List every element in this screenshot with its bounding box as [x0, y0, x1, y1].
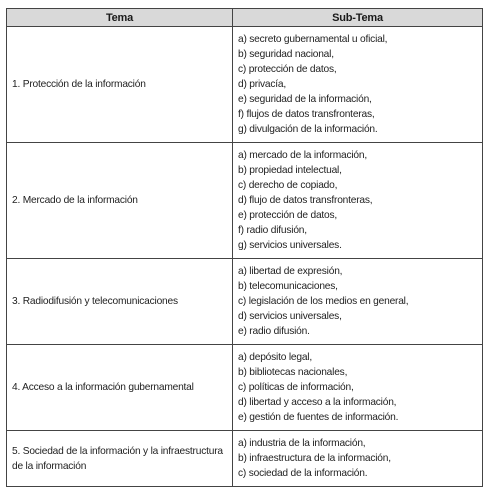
topic-cell: 2. Mercado de la información: [7, 143, 233, 259]
subtopic-list: [238, 350, 482, 425]
subtopic-list: [238, 32, 482, 138]
table-header-row: [7, 9, 483, 27]
subtopic-item: d) servicios universales,: [238, 311, 342, 323]
topics-table: [6, 8, 483, 487]
subtopic-item: d) flujo de datos transfronteras,: [238, 194, 373, 206]
subtopic-item: g) divulgación de la información.: [238, 124, 378, 136]
subtopic-item: b) telecomunicaciones,: [238, 280, 338, 292]
subtopic-item: b) propiedad intelectual,: [238, 164, 342, 176]
header-topic: Tema: [7, 9, 233, 27]
subtopic-item: d) privacía,: [238, 78, 286, 90]
subtopic-list: [238, 148, 482, 254]
subtopic-item: c) derecho de copiado,: [238, 179, 338, 191]
subtopic-item: a) mercado de la información,: [238, 149, 367, 161]
subtopic-cell: [233, 259, 483, 345]
subtopic-item: a) libertad de expresión,: [238, 265, 343, 277]
subtopic-item: c) protección de datos,: [238, 63, 337, 75]
subtopic-item: b) seguridad nacional,: [238, 48, 334, 60]
table-row: [7, 345, 483, 431]
subtopic-item: c) sociedad de la información.: [238, 468, 368, 480]
subtopic-item: e) gestión de fuentes de información.: [238, 412, 399, 424]
subtopic-item: c) políticas de información,: [238, 381, 354, 393]
subtopic-cell: [233, 143, 483, 259]
topic-cell: 5. Sociedad de la información y la infraestructura de la información: [7, 431, 233, 487]
subtopic-item: f) flujos de datos transfronteras,: [238, 109, 375, 121]
table-row: [7, 259, 483, 345]
subtopic-list: [238, 436, 482, 481]
subtopic-item: f) radio difusión,: [238, 225, 307, 237]
table-row: [7, 431, 483, 487]
subtopic-item: b) infraestructura de la información,: [238, 452, 391, 464]
subtopic-list: [238, 264, 482, 339]
subtopic-cell: [233, 345, 483, 431]
subtopic-item: c) legislación de los medios en general,: [238, 295, 409, 307]
subtopic-cell: [233, 27, 483, 143]
header-subtopic: Sub-Tema: [233, 9, 483, 27]
subtopic-item: a) industria de la información,: [238, 437, 366, 449]
subtopic-item: b) bibliotecas nacionales,: [238, 366, 348, 378]
subtopic-item: d) libertad y acceso a la información,: [238, 397, 397, 409]
table-row: [7, 143, 483, 259]
subtopic-item: e) radio difusión.: [238, 326, 310, 338]
table-row: [7, 27, 483, 143]
subtopic-item: e) protección de datos,: [238, 210, 338, 222]
subtopic-item: a) depósito legal,: [238, 351, 312, 363]
subtopic-item: a) secreto gubernamental u oficial,: [238, 33, 388, 45]
topic-cell: 1. Protección de la información: [7, 27, 233, 143]
topic-cell: 3. Radiodifusión y telecomunicaciones: [7, 259, 233, 345]
subtopic-item: g) servicios universales.: [238, 240, 342, 252]
subtopic-cell: [233, 431, 483, 487]
topic-cell: 4. Acceso a la información gubernamental: [7, 345, 233, 431]
subtopic-item: e) seguridad de la información,: [238, 94, 372, 106]
